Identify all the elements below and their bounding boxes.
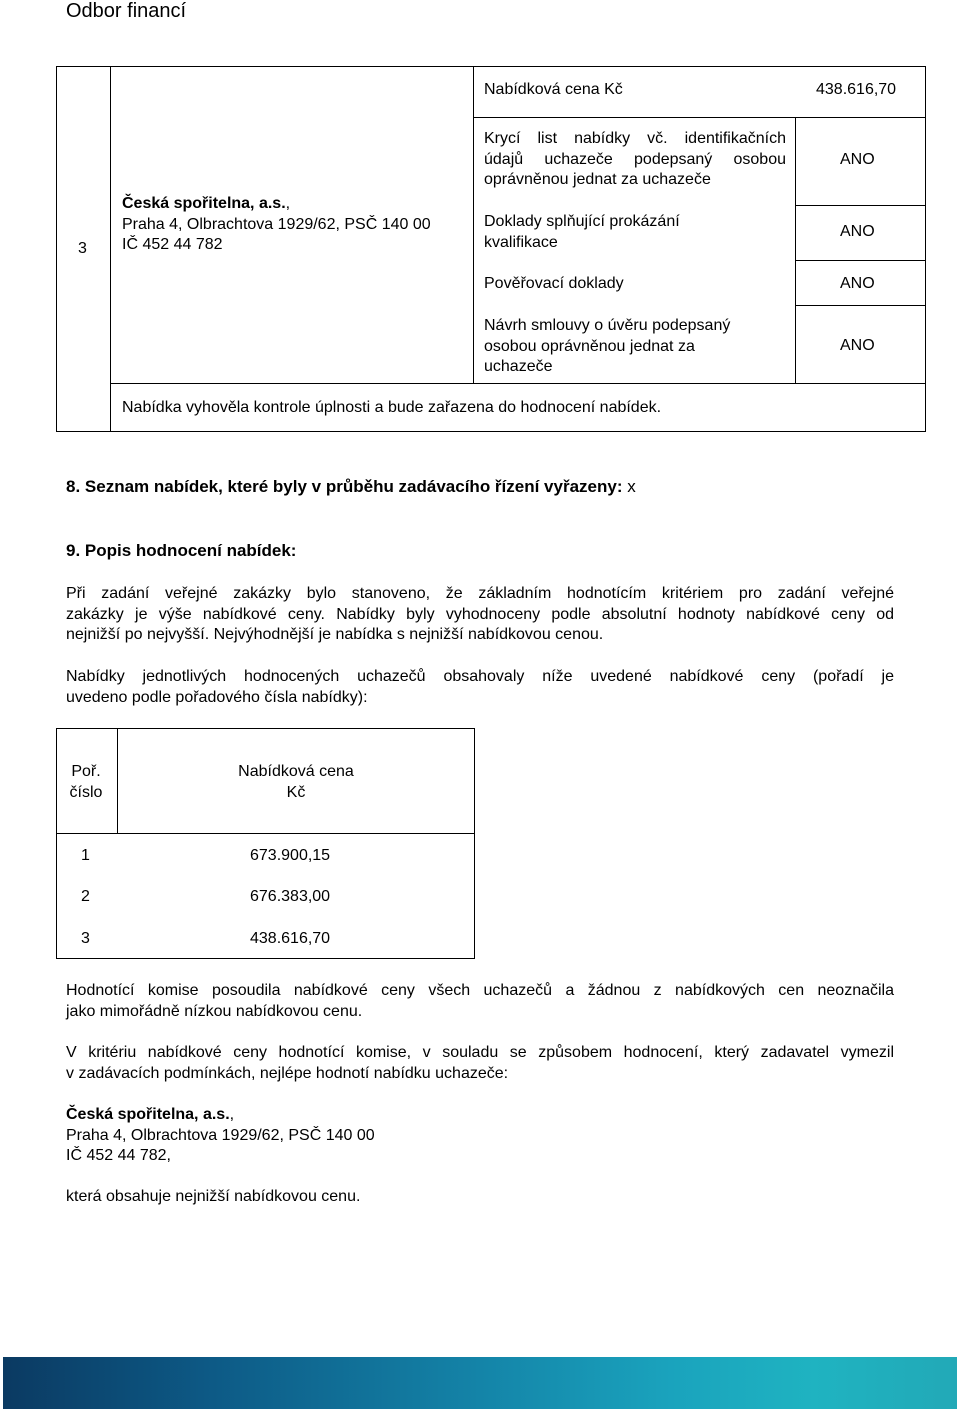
evaluation-paragraph-2: Nabídky jednotlivých hodnocených uchazečů obsahovaly níže uvedené nabídkové ceny (pořadí je uvedeno podle pořadového čísla nabídky): (66, 668, 894, 706)
requirement-label-2: Doklady splňující prokázání kvalifikace (484, 213, 680, 251)
requirement-label-3: Pověřovací doklady (484, 275, 624, 292)
closing-statement: která obsahuje nejnižší nabídkovou cenu. (66, 1188, 361, 1205)
table-line-price (473, 117, 926, 118)
conclusion-paragraph-1: Hodnotící komise posoudila nabídkové ceny všech uchazečů a žádnou z nabídkových cen neoznačila jako mimořádně nízkou nabídkovou cenu. (66, 982, 894, 1020)
footer-decorative-bar (3, 1357, 957, 1409)
completeness-conclusion: Nabídka vyhověla kontrole úplnosti a bude zařazena do hodnocení nabídek. (122, 399, 662, 416)
price-label: Nabídková cena Kč (484, 81, 623, 98)
price-table-border-left (56, 728, 57, 959)
row-price: 438.616,70 (250, 930, 331, 947)
row-order-number: 3 (81, 930, 90, 947)
conclusion-paragraph-2: V kritériu nabídkové ceny hodnotící komise, v souladu se způsobem hodnocení, který zadavatel vymezil v zadávacích podmínkách, nejlépe hodnotí nabídku uchazeče: (66, 1044, 894, 1082)
row-order-number: 1 (81, 847, 90, 864)
table-border-right (925, 66, 926, 432)
page-header-title: Odbor financí (66, 0, 187, 22)
row-price: 676.383,00 (250, 888, 331, 905)
winner-name: Česká spořitelna, a.s. (66, 1106, 230, 1123)
table-divider-bidder (473, 66, 474, 383)
bidder-name-suffix: , (285, 195, 291, 212)
requirement-label-4: Návrh smlouvy o úvěru podepsaný osobou oprávněnou jednat za uchazeče (484, 317, 731, 375)
table-line-value-2 (795, 260, 926, 261)
winner-address: Praha 4, Olbrachtova 1929/62, PSČ 140 00 (66, 1126, 375, 1144)
requirement-value-2: ANO (840, 223, 875, 240)
section-8-value: x (622, 477, 636, 496)
requirement-value-1: ANO (840, 151, 875, 168)
price-value: 438.616,70 (816, 81, 897, 98)
requirement-label-1: Krycí list nabídky vč. identifikačních údajů uchazeče podepsaný osobou oprávněnou jednat za uchazeče (484, 130, 786, 188)
table-border-left (56, 66, 57, 432)
price-table-border-top (56, 728, 475, 729)
price-table-header-line (56, 833, 475, 834)
row-order-number: 2 (81, 888, 90, 905)
price-table-border-bottom (56, 958, 475, 959)
evaluation-paragraph-1: Při zadání veřejné zakázky bylo stanoveno, že základním hodnotícím kritériem pro zadání veřejné zakázky je výše nabídkové ceny. Nabídky byly vyhodnoceny podle absolutní hodnoty nabídkové ceny od nejnižší po nejvyšší. Nejvýhodnější je nabídka s nejnižší nabídkovou cenou. (66, 585, 894, 643)
col-header-order-number: Poř. číslo (69, 763, 103, 801)
table-border-top (56, 66, 926, 67)
col-header-price: Nabídková cena Kč (238, 763, 354, 801)
winner-info (66, 1105, 375, 1167)
table-divider-value (795, 117, 796, 383)
row-number: 3 (78, 240, 87, 257)
table-line-value-3 (795, 305, 926, 306)
table-border-bottom (56, 431, 926, 432)
requirement-value-3: ANO (840, 275, 875, 292)
table-line-value-1 (795, 205, 926, 206)
table-line-conclusion (110, 383, 926, 384)
section-9-heading: 9. Popis hodnocení nabídek: (66, 541, 297, 560)
section-8-heading: 8. Seznam nabídek, které byly v průběhu zadávacího řízení vyřazeny: x (66, 477, 636, 496)
bidder-ico: IČ 452 44 782 (122, 236, 223, 253)
row-price: 673.900,15 (250, 847, 331, 864)
table-divider-number (110, 66, 111, 432)
winner-ico: IČ 452 44 782, (66, 1147, 171, 1164)
bidder-name: Česká spořitelna, a.s. (122, 195, 286, 212)
price-table-border-right (474, 728, 475, 959)
requirement-value-4: ANO (840, 337, 875, 354)
winner-name-suffix: , (229, 1106, 235, 1123)
bidder-info (122, 194, 467, 256)
bidder-address: Praha 4, Olbrachtova 1929/62, PSČ 140 00 (122, 215, 431, 233)
